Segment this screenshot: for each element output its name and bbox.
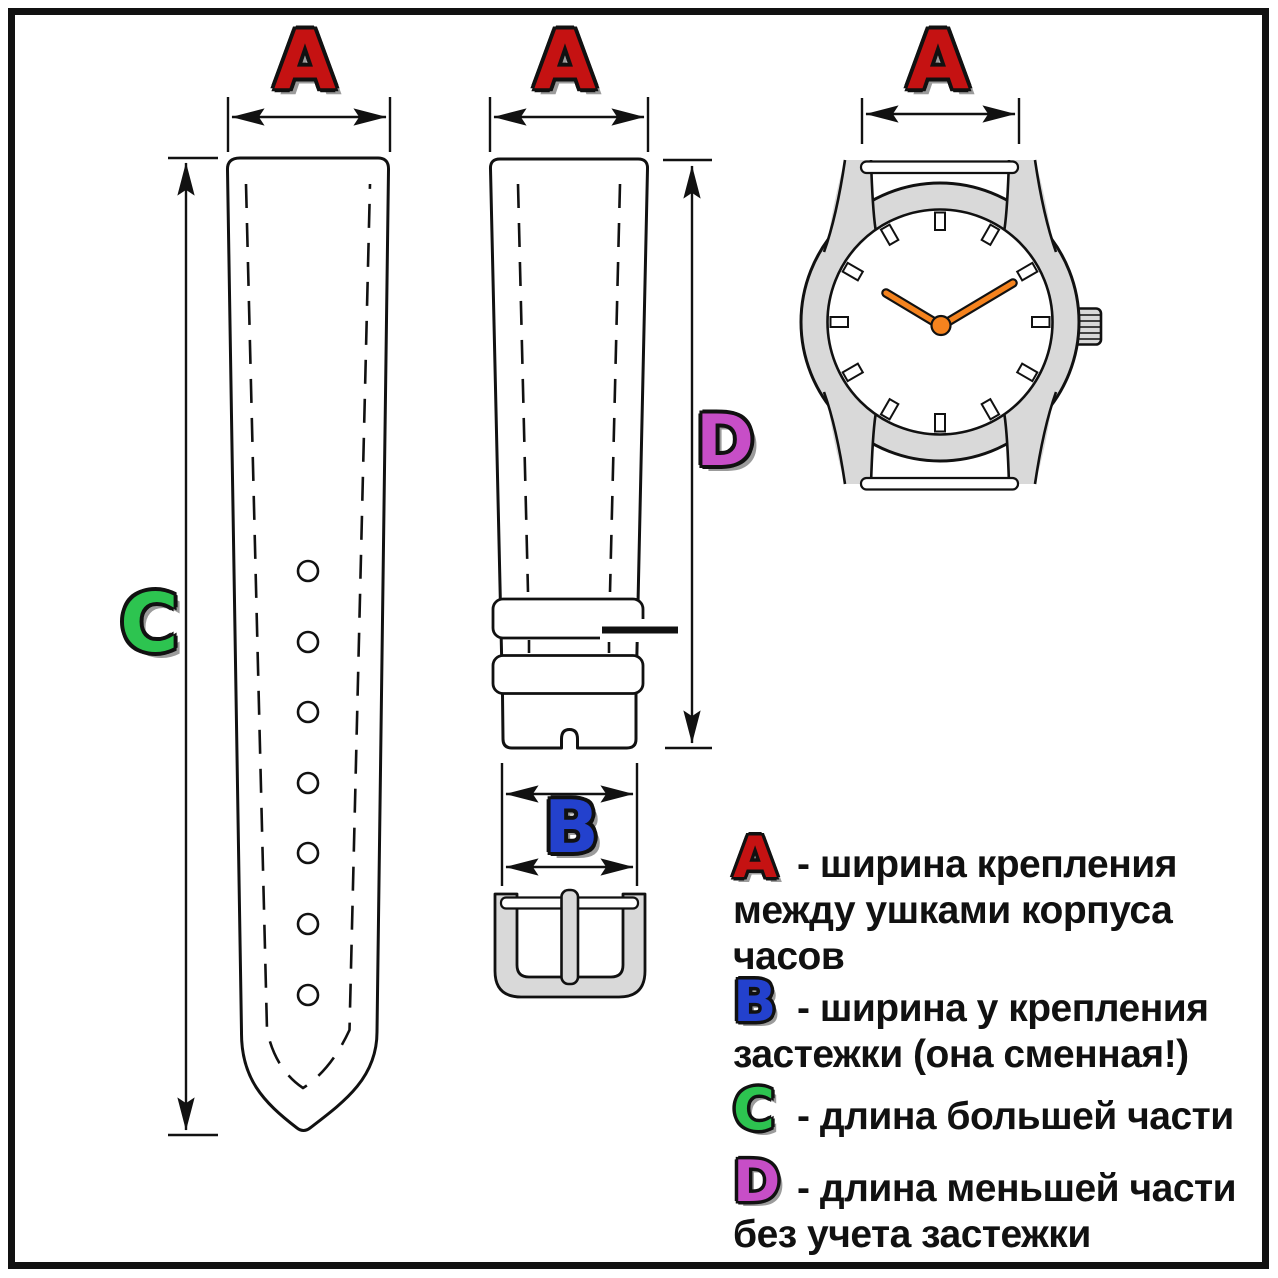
dim-label-a-watch: A bbox=[907, 14, 969, 107]
legend-text-d: - длина меньшей части без учета застежки bbox=[733, 1167, 1237, 1256]
long-strap-figure bbox=[168, 97, 390, 1135]
dim-label-b: B bbox=[544, 785, 599, 869]
dim-label-d: D bbox=[696, 400, 755, 482]
dim-label-a-short-strap: A bbox=[534, 14, 596, 107]
legend-text-a: - ширина крепления между ушками корпуса часов bbox=[733, 843, 1178, 978]
legend-text-c: - длина большей части bbox=[797, 1095, 1234, 1138]
short-strap-figure bbox=[490, 97, 712, 997]
legend-letter-b: B bbox=[733, 969, 777, 1035]
legend-item-b bbox=[733, 969, 1247, 1078]
dim-label-a-long-strap: A bbox=[274, 14, 336, 107]
legend-letter-a: A bbox=[733, 825, 778, 891]
legend-text-b: - ширина у крепления застежки (она сменная!) bbox=[733, 987, 1209, 1076]
watch-hands-center-dot bbox=[932, 316, 951, 335]
buckle-prong bbox=[562, 890, 579, 984]
dim-label-c: C bbox=[120, 577, 179, 670]
keeper-loop-2 bbox=[493, 656, 643, 694]
watch-figure bbox=[801, 98, 1101, 490]
keeper-leader-line bbox=[602, 627, 678, 634]
buckle bbox=[495, 890, 645, 997]
watch-bottom-spring-bar bbox=[861, 478, 1018, 490]
legend-item-c bbox=[733, 1077, 1247, 1143]
legend-item-a bbox=[733, 825, 1247, 980]
legend-letter-c: C bbox=[733, 1077, 775, 1143]
legend-letter-d: D bbox=[733, 1149, 781, 1215]
watch-top-spring-bar bbox=[861, 162, 1018, 174]
legend-item-d bbox=[733, 1149, 1247, 1258]
